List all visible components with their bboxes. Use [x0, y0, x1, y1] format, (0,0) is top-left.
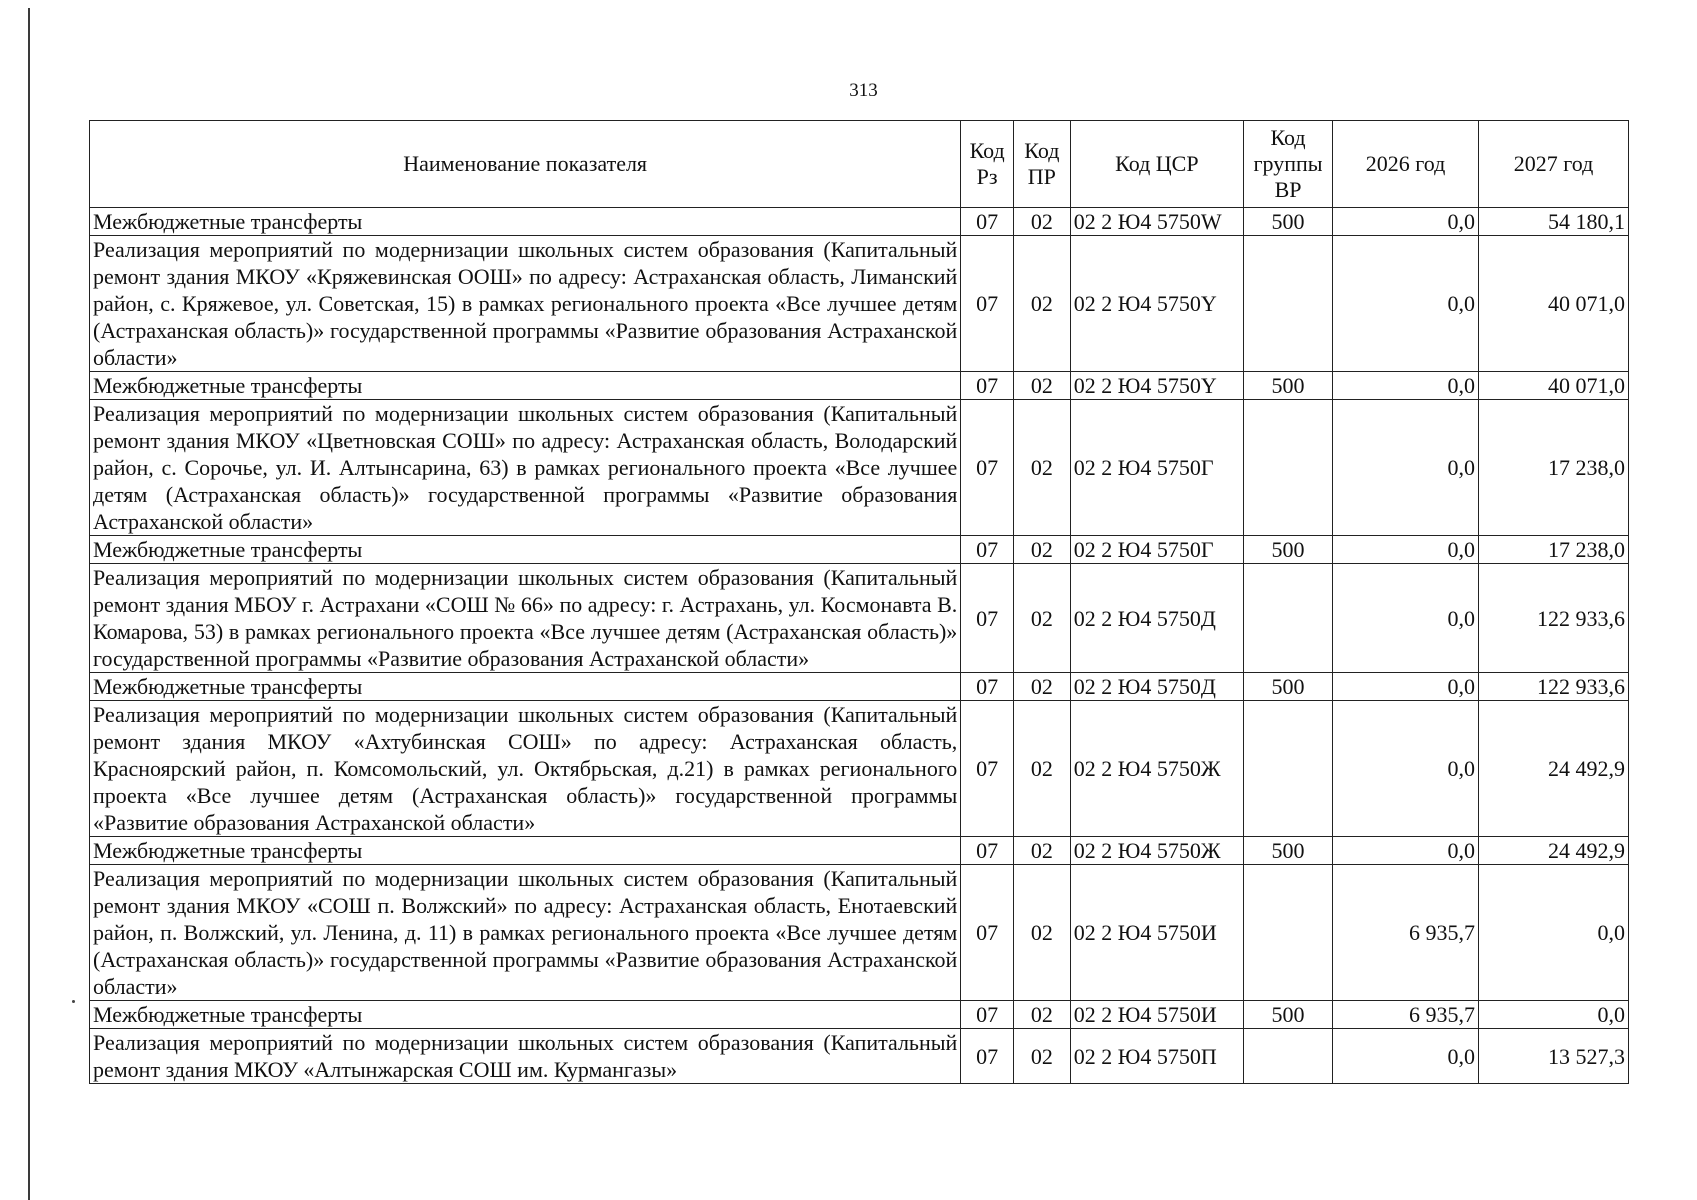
row-name: Реализация мероприятий по модернизации школьных систем образования (Капитальный ремонт здания МКОУ «Алтынжарская СОШ им. Курмангазы»	[90, 1029, 961, 1084]
row-2027: 17 238,0	[1479, 400, 1629, 536]
row-name: Межбюджетные трансферты	[90, 1001, 961, 1029]
table-row	[90, 837, 1629, 865]
row-rz: 07	[961, 865, 1014, 1001]
table-row	[90, 865, 1629, 1001]
row-2027: 122 933,6	[1479, 564, 1629, 673]
row-csr: 02 2 Ю4 5750Ж	[1070, 701, 1243, 837]
row-2027: 40 071,0	[1479, 236, 1629, 372]
table-row	[90, 701, 1629, 837]
row-name: Реализация мероприятий по модернизации школьных систем образования (Капитальный ремонт здания МКОУ «Кряжевинская ООШ» по адресу: Астраханская область, Лиманский район, с. Кряжевое, ул. Советская, 15) в рамках регионального проекта «Все лучшее детям (Астраханская область)» государственной программы «Развитие образования Астраханской области»	[90, 236, 961, 372]
row-vr: 500	[1243, 208, 1332, 236]
table-row	[90, 400, 1629, 536]
left-margin-line	[28, 8, 30, 1200]
header-2027: 2027 год	[1479, 121, 1629, 208]
row-rz: 07	[961, 564, 1014, 673]
row-csr: 02 2 Ю4 5750П	[1070, 1029, 1243, 1084]
row-2026: 0,0	[1333, 701, 1479, 837]
row-rz: 07	[961, 236, 1014, 372]
row-name: Реализация мероприятий по модернизации школьных систем образования (Капитальный ремонт здания МКОУ «СОШ п. Волжский» по адресу: Астраханская область, Енотаевский район, п. Волжский, ул. Ленина, д. 11) в рамках регионального проекта «Все лучшее детям (Астраханская область)» государственной программы «Развитие образования Астраханской области»	[90, 865, 961, 1001]
row-2026: 0,0	[1333, 372, 1479, 400]
row-csr: 02 2 Ю4 5750Г	[1070, 400, 1243, 536]
page-number: 313	[849, 80, 878, 101]
row-pr: 02	[1013, 865, 1070, 1001]
row-2027: 0,0	[1479, 1001, 1629, 1029]
row-rz: 07	[961, 536, 1014, 564]
row-vr: 500	[1243, 837, 1332, 865]
row-vr: 500	[1243, 1001, 1332, 1029]
row-rz: 07	[961, 837, 1014, 865]
header-2026: 2026 год	[1333, 121, 1479, 208]
table-row	[90, 372, 1629, 400]
row-name: Реализация мероприятий по модернизации школьных систем образования (Капитальный ремонт здания МКОУ «Цветновская СОШ» по адресу: Астраханская область, Володарский район, с. Сорочье, ул. И. Алтынсарина, 63) в рамках регионального проекта «Все лучшее детям (Астраханская область)» государственной программы «Развитие образования Астраханской области»	[90, 400, 961, 536]
header-vr: Код группы ВР	[1243, 121, 1332, 208]
table-row	[90, 1029, 1629, 1084]
row-csr: 02 2 Ю4 5750Y	[1070, 236, 1243, 372]
row-2027: 0,0	[1479, 865, 1629, 1001]
table-row	[90, 536, 1629, 564]
row-2027: 122 933,6	[1479, 673, 1629, 701]
table-row	[90, 236, 1629, 372]
row-rz: 07	[961, 1001, 1014, 1029]
row-rz: 07	[961, 372, 1014, 400]
row-2027: 17 238,0	[1479, 536, 1629, 564]
row-2026: 6 935,7	[1333, 865, 1479, 1001]
row-csr: 02 2 Ю4 5750W	[1070, 208, 1243, 236]
row-2026: 0,0	[1333, 536, 1479, 564]
row-name: Межбюджетные трансферты	[90, 837, 961, 865]
row-pr: 02	[1013, 837, 1070, 865]
row-2026: 0,0	[1333, 208, 1479, 236]
table-row	[90, 673, 1629, 701]
row-pr: 02	[1013, 701, 1070, 837]
row-2026: 0,0	[1333, 564, 1479, 673]
row-csr: 02 2 Ю4 5750И	[1070, 1001, 1243, 1029]
row-2026: 0,0	[1333, 400, 1479, 536]
scan-speck	[72, 1000, 75, 1003]
row-vr: 500	[1243, 372, 1332, 400]
row-csr: 02 2 Ю4 5750Y	[1070, 372, 1243, 400]
row-2026: 0,0	[1333, 837, 1479, 865]
row-csr: 02 2 Ю4 5750И	[1070, 865, 1243, 1001]
row-name: Межбюджетные трансферты	[90, 536, 961, 564]
row-name: Межбюджетные трансферты	[90, 673, 961, 701]
row-csr: 02 2 Ю4 5750Ж	[1070, 837, 1243, 865]
row-pr: 02	[1013, 1001, 1070, 1029]
header-csr: Код ЦСР	[1070, 121, 1243, 208]
row-name: Реализация мероприятий по модернизации школьных систем образования (Капитальный ремонт здания МКОУ «Ахтубинская СОШ» по адресу: Астраханская область, Красноярский район, п. Комсомольский, ул. Октябрьская, д.21) в рамках регионального проекта «Все лучшее детям (Астраханская область)» государственной программы «Развитие образования Астраханской области»	[90, 701, 961, 837]
budget-table	[89, 120, 1629, 1084]
header-pr: Код ПР	[1013, 121, 1070, 208]
row-2027: 40 071,0	[1479, 372, 1629, 400]
row-2027: 24 492,9	[1479, 837, 1629, 865]
row-name: Реализация мероприятий по модернизации школьных систем образования (Капитальный ремонт здания МБОУ г. Астрахани «СОШ № 66» по адресу: г. Астрахань, ул. Космонавта В. Комарова, 53) в рамках регионального проекта «Все лучшее детям (Астраханская область)» государственной программы «Развитие образования Астраханской области»	[90, 564, 961, 673]
row-name: Межбюджетные трансферты	[90, 372, 961, 400]
row-vr	[1243, 1029, 1332, 1084]
row-vr: 500	[1243, 536, 1332, 564]
row-pr: 02	[1013, 400, 1070, 536]
row-vr	[1243, 701, 1332, 837]
header-rz: Код Рз	[961, 121, 1014, 208]
row-rz: 07	[961, 208, 1014, 236]
row-2026: 0,0	[1333, 673, 1479, 701]
row-pr: 02	[1013, 236, 1070, 372]
row-2027: 24 492,9	[1479, 701, 1629, 837]
row-2027: 54 180,1	[1479, 208, 1629, 236]
row-pr: 02	[1013, 673, 1070, 701]
row-pr: 02	[1013, 208, 1070, 236]
row-csr: 02 2 Ю4 5750Д	[1070, 564, 1243, 673]
row-2027: 13 527,3	[1479, 1029, 1629, 1084]
row-name: Межбюджетные трансферты	[90, 208, 961, 236]
row-csr: 02 2 Ю4 5750Г	[1070, 536, 1243, 564]
row-vr	[1243, 236, 1332, 372]
table-row	[90, 208, 1629, 236]
row-vr	[1243, 400, 1332, 536]
table-header-row	[90, 121, 1629, 208]
row-vr	[1243, 865, 1332, 1001]
row-vr: 500	[1243, 673, 1332, 701]
row-2026: 0,0	[1333, 236, 1479, 372]
row-csr: 02 2 Ю4 5750Д	[1070, 673, 1243, 701]
row-pr: 02	[1013, 1029, 1070, 1084]
row-vr	[1243, 564, 1332, 673]
row-2026: 0,0	[1333, 1029, 1479, 1084]
table-row	[90, 1001, 1629, 1029]
row-pr: 02	[1013, 564, 1070, 673]
row-2026: 6 935,7	[1333, 1001, 1479, 1029]
header-name: Наименование показателя	[90, 121, 961, 208]
row-rz: 07	[961, 1029, 1014, 1084]
row-rz: 07	[961, 673, 1014, 701]
row-rz: 07	[961, 701, 1014, 837]
row-rz: 07	[961, 400, 1014, 536]
row-pr: 02	[1013, 372, 1070, 400]
table-row	[90, 564, 1629, 673]
row-pr: 02	[1013, 536, 1070, 564]
